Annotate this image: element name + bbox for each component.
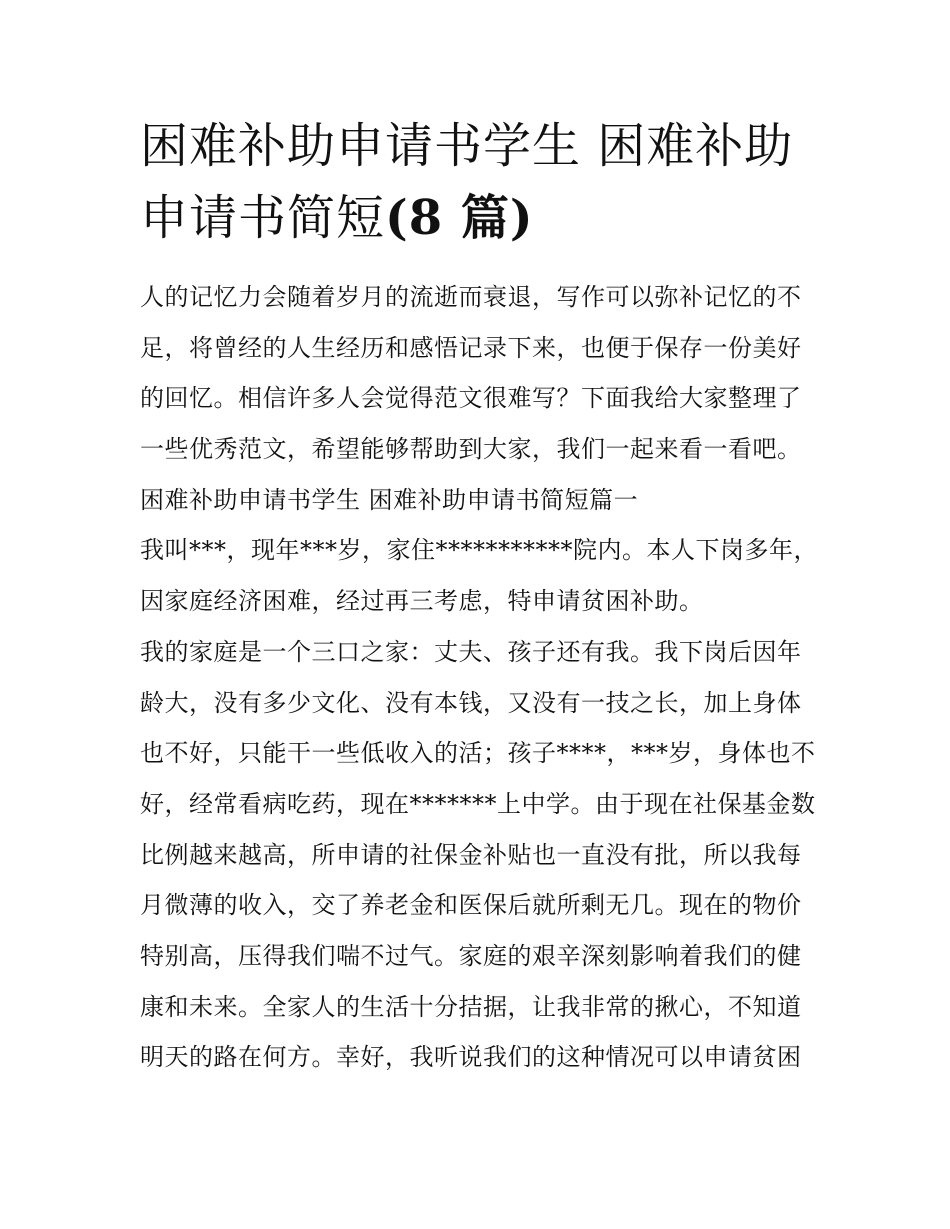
body-line: 也不好，只能干一些低收入的活；孩子****，***岁，身体也不 — [140, 739, 816, 768]
body-line: 的回忆。相信许多人会觉得范文很难写？下面我给大家整理了 — [140, 384, 802, 413]
document-body — [140, 272, 818, 1083]
body-line: 一些优秀范文，希望能够帮助到大家，我们一起来看一看吧。 — [140, 435, 802, 464]
title-line-1: 困难补助申请书学生 困难补助 — [140, 118, 794, 174]
title-count: (8 篇) — [385, 190, 534, 246]
body-line: 康和未来。全家人的生活十分拮据，让我非常的揪心，不知道 — [140, 992, 802, 1021]
body-line: 人的记忆力会随着岁月的流逝而衰退，写作可以弥补记忆的不 — [140, 283, 802, 311]
body-line: 明天的路在何方。幸好，我听说我们的这种情况可以申请贫困 — [140, 1043, 802, 1072]
title-line-2-text: 申请书简短 — [140, 190, 386, 246]
document-title — [140, 110, 815, 254]
body-line: 龄大，没有多少文化、没有本钱，又没有一技之长，加上身体 — [140, 688, 802, 717]
title-line-2 — [140, 182, 815, 254]
body-line: 月微薄的收入，交了养老金和医保后就所剩无几。现在的物价 — [140, 891, 802, 920]
body-line: 特别高，压得我们喘不过气。家庭的艰辛深刻影响着我们的健 — [140, 941, 802, 970]
section-heading: 困难补助申请书学生 困难补助申请书简短篇一 — [140, 485, 639, 514]
body-line: 我的家庭是一个三口之家：丈夫、孩子还有我。我下岗后因年 — [140, 637, 802, 666]
document-content — [140, 110, 818, 1083]
body-line: 好，经常看病吃药，现在*******上中学。由于现在社保基金数 — [140, 789, 816, 818]
body-line: 因家庭经济困难，经过再三考虑，特申请贫困补助。 — [140, 587, 704, 616]
body-line: 比例越来越高，所申请的社保金补贴也一直没有批，所以我每 — [140, 840, 802, 869]
body-line: 我叫***，现年***岁，家住***********院内。本人下岗多年， — [140, 536, 818, 565]
body-line: 足，将曾经的人生经历和感悟记录下来，也便于保存一份美好 — [140, 333, 802, 362]
